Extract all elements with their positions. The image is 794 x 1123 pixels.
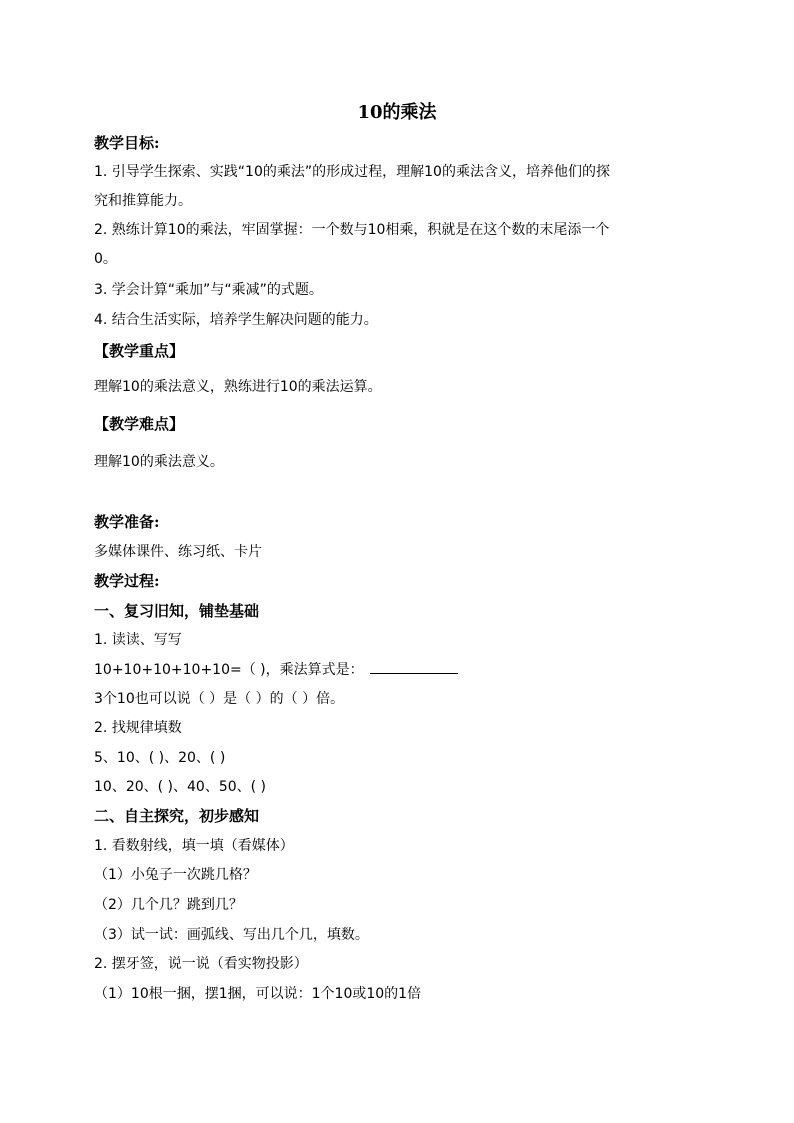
section1-line2: 3个10也可以说（ ）是（ ）的（ ）倍。 [94,691,345,707]
process-heading: 教学过程: [94,572,160,590]
page-title: 10的乘法 [357,102,437,123]
section2-item1: 1. 看数射线，填一填（看媒体） [94,838,294,854]
goals-heading: 教学目标: [94,134,160,152]
difficulties-heading: 【教学难点】 [94,415,185,433]
preparation-heading: 教学准备: [94,513,160,531]
section1-item1: 1. 读读、写写 [94,632,182,648]
key-points-text: 理解10的乘法意义，熟练进行10的乘法运算。 [94,379,382,395]
goal-line-6: 4. 结合生活实际，培养学生解决问题的能力。 [94,312,378,328]
section2-heading: 二、自主探究，初步感知 [94,807,260,825]
goal-line-1: 1. 引导学生探索、实践“10的乘法”的形成过程，理解10的乘法含义，培养他们的探 [94,164,610,180]
section1-item2: 2. 找规律填数 [94,720,182,736]
section2-sub3: （3）试一试：画弧线、写出几个几，填数。 [94,927,369,943]
preparation-text: 多媒体课件、练习纸、卡片 [94,544,262,560]
section2-sub2: （2）几个几？跳到几？ [94,897,243,913]
difficulties-text: 理解10的乘法意义。 [94,454,224,470]
section1-line3: 5、10、( )、20、( ) [94,750,226,766]
section2-sub1: （1）小兔子一次跳几格？ [94,867,257,883]
goal-line-5: 3. 学会计算“乘加”与“乘减”的式题。 [94,282,323,298]
section1-heading: 一、复习旧知，铺垫基础 [94,602,260,620]
section1-line4: 10、20、( )、40、50、( ) [94,779,267,795]
goal-line-3: 2. 熟练计算10的乘法，牢固掌握：一个数与10相乘，积就是在这个数的末尾添一个 [94,222,610,238]
section2-sub4: （1）10根一捆，摆1捆，可以说：1个10或10的1倍 [94,986,422,1002]
section1-line1-row [94,659,458,680]
section2-item2: 2. 摆牙签，说一说（看实物投影） [94,956,308,972]
section1-line1: 10+10+10+10+10=（ )，乘法算式是： [94,662,364,678]
goal-line-2: 究和推算能力。 [94,193,192,209]
key-points-heading: 【教学重点】 [94,342,185,360]
goal-line-4: 0。 [94,251,117,267]
answer-blank [370,659,458,674]
